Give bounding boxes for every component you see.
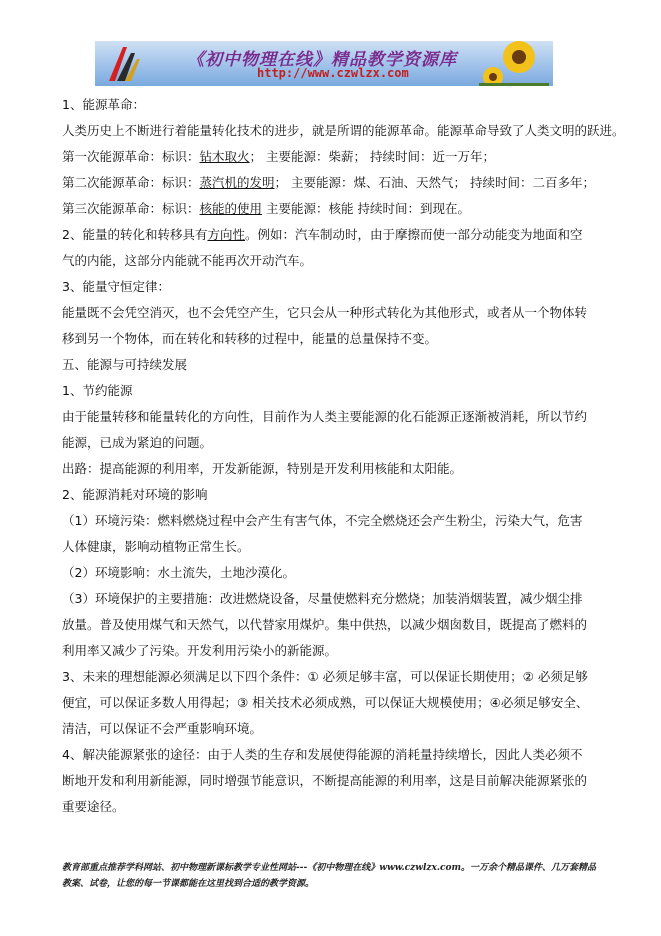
- text: 。例如：汽车制动时，由于摩擦而使一部分动能变为地面和空气的内能，这部分内能就不能再次开动汽车。: [62, 227, 583, 268]
- heading-environment-impact: 2、能源消耗对环境的影响: [62, 487, 208, 502]
- underlined-text: 核能的使用: [199, 201, 263, 216]
- document-body: [62, 92, 625, 820]
- site-logo-icon: [103, 43, 143, 85]
- text: 2、能量的转化和转移具有: [62, 227, 208, 242]
- paragraph: （1）环境污染：燃料燃烧过程中会产生有害气体，不完全燃烧还会产生粉尘，污染大气，危害人体健康，影响动植物正常生长。: [62, 513, 583, 554]
- heading-energy-revolution: 1、能源革命：: [62, 97, 145, 112]
- header-banner: [95, 41, 553, 86]
- site-url[interactable]: http://www.czwlzx.com: [257, 66, 409, 80]
- paragraph: （3）环境保护的主要措施：改进燃烧设备，尽量使燃料充分燃烧；加装消烟装置，减少烟尘排放量。普及使用煤气和天然气，以代替家用煤炉。集中供热，以减少烟囱数目，既提高了燃料的利用率又减少了污染。开发利用污染小的新能源。: [62, 591, 588, 658]
- sunflower-icon: [479, 41, 549, 86]
- second-revolution-line: [62, 170, 595, 196]
- paragraph: 能量既不会凭空消灭，也不会凭空产生，它只会从一种形式转化为其他形式，或者从一个物体转移到另一个物体，而在转化和转移的过程中，能量的总量保持不变。: [62, 305, 588, 346]
- third-revolution-line: [62, 196, 592, 222]
- heading-conservation-law: 3、能量守恒定律：: [62, 279, 170, 294]
- text: 第一次能源革命：标识：: [62, 149, 200, 164]
- paragraph: 由于能量转移和能量转化的方向性，目前作为人类主要能源的化石能源正逐渐被消耗，所以节约能源，已成为紧迫的问题。: [62, 409, 588, 450]
- paragraph: （2）环境影响：水土流失，土地沙漠化。: [62, 565, 295, 580]
- text: 第二次能源革命：标识：: [62, 175, 200, 190]
- site-title: 《初中物理在线》精品教学资源库: [187, 50, 457, 70]
- heading-save-energy: 1、节约能源: [62, 383, 133, 398]
- section-heading: 五、能源与可持续发展: [62, 357, 188, 372]
- paragraph: 3、未来的理想能源必须满足以下四个条件：① 必须足够丰富，可以保证长期使用；② 必须足够便宜，可以保证多数人用得起；③ 相关技术必须成熟，可以保证大规模使用；④必须足够安全、清洁，可以保证不会严重影响环境。: [62, 669, 589, 736]
- paragraph: 人类历史上不断进行着能量转化技术的进步，就是所谓的能源革命。能源革命导致了人类文明的跃进。: [62, 123, 625, 138]
- footer-text: 教育部重点推荐学科网站、初中物理新课标教学专业性网站---《初中物理在线》www.czwlzx.com。一万余个精品课件、几万套精品教案、试卷，让您的每一节课都能在这里找到合适的教学资源。: [62, 863, 597, 889]
- underlined-text: 蒸汽机的发明: [199, 175, 275, 190]
- text: 主要能源：核能 持续时间：到现在。: [262, 201, 470, 216]
- text: ； 主要能源：柴薪； 持续时间：近一万年；: [249, 149, 495, 164]
- first-revolution-line: [62, 144, 592, 170]
- underlined-text: 钻木取火: [199, 149, 250, 164]
- direction-paragraph: [62, 222, 592, 274]
- underlined-text: 方向性: [207, 227, 245, 242]
- paragraph: 出路：提高能源的利用率，开发新能源，特别是开发利用核能和太阳能。: [62, 461, 463, 476]
- text: 第三次能源革命：标识：: [62, 201, 200, 216]
- paragraph: 4、解决能源紧张的途径：由于人类的生存和发展使得能源的消耗量持续增长，因此人类必须不断地开发和利用新能源，同时增强节能意识，不断提高能源的利用率，这是目前解决能源紧张的重要途径。: [62, 747, 588, 814]
- text: ； 主要能源：煤、石油、天然气； 持续时间：二百多年；: [274, 175, 595, 190]
